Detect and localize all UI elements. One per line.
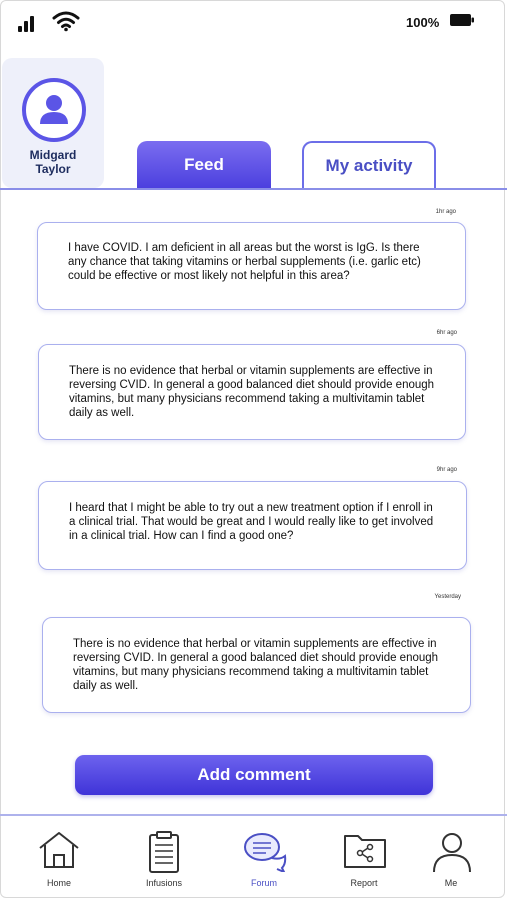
tab-divider [0,188,507,190]
message-timestamp: 6hr ago [436,330,457,336]
home-icon [37,830,81,870]
share-folder-icon [342,830,388,870]
wifi-icon [52,10,80,32]
message-card[interactable] [37,222,466,310]
clipboard-icon [142,830,186,874]
message-timestamp: 1hr ago [435,209,456,215]
message-text: I heard that I might be able to try out a new treatment option if I enroll in a clinical trial. That would be great and I would really like to get involved in a clinical trial. How can I find a good one? [69,502,434,542]
message-text: There is no evidence that herbal or vitamin supplements are effective in reversing CVID. In general a good balanced diet should provide enough vitamins, but many physicians recommend taking a multivitamin tablet daily as well. [69,365,435,419]
nav-item-me[interactable] [411,828,491,892]
nav-label: Home [46,878,71,888]
user-avatar-icon [26,82,82,138]
nav-item-home[interactable] [19,828,99,892]
message-card[interactable] [38,481,467,570]
nav-label: Report [350,878,378,888]
battery-percent: 100% [406,15,440,30]
profile-name: Midgard Taylor [29,148,77,176]
message-card[interactable] [38,344,466,440]
avatar[interactable] [22,78,86,142]
nav-label: Forum [250,878,277,888]
profile-card[interactable] [2,58,104,188]
signal-icon [18,12,40,32]
nav-label: Infusions [145,878,183,888]
tab-feed[interactable]: Feed [137,141,271,189]
message-text: I have COVID. I am deficient in all areas but the worst is IgG. Is there any chance that taking vitamins or herbal supplements (i.e. garlic etc) could be effective or most likely not helpful in this area? [68,242,421,282]
message-timestamp: 9hr ago [436,467,457,473]
battery-icon [450,14,474,26]
nav-divider [0,814,507,816]
tab-my-activity[interactable]: My activity [302,141,436,189]
message-card[interactable] [42,617,471,713]
nav-item-report[interactable] [324,828,404,892]
message-text: There is no evidence that herbal or vitamin supplements are effective in reversing CVID. In general a good balanced diet should provide enough vitamins, but many physicians recommend taking a multivitamin tablet daily as well. [73,638,439,692]
chat-bubbles-icon [242,830,288,872]
nav-item-infusions[interactable] [124,828,204,892]
status-bar [0,0,507,44]
add-comment-button[interactable]: Add comment [75,755,433,795]
nav-item-forum[interactable] [224,828,304,892]
message-timestamp: Yesterday [434,594,461,600]
nav-label: Me [444,878,458,888]
person-icon [429,830,475,874]
